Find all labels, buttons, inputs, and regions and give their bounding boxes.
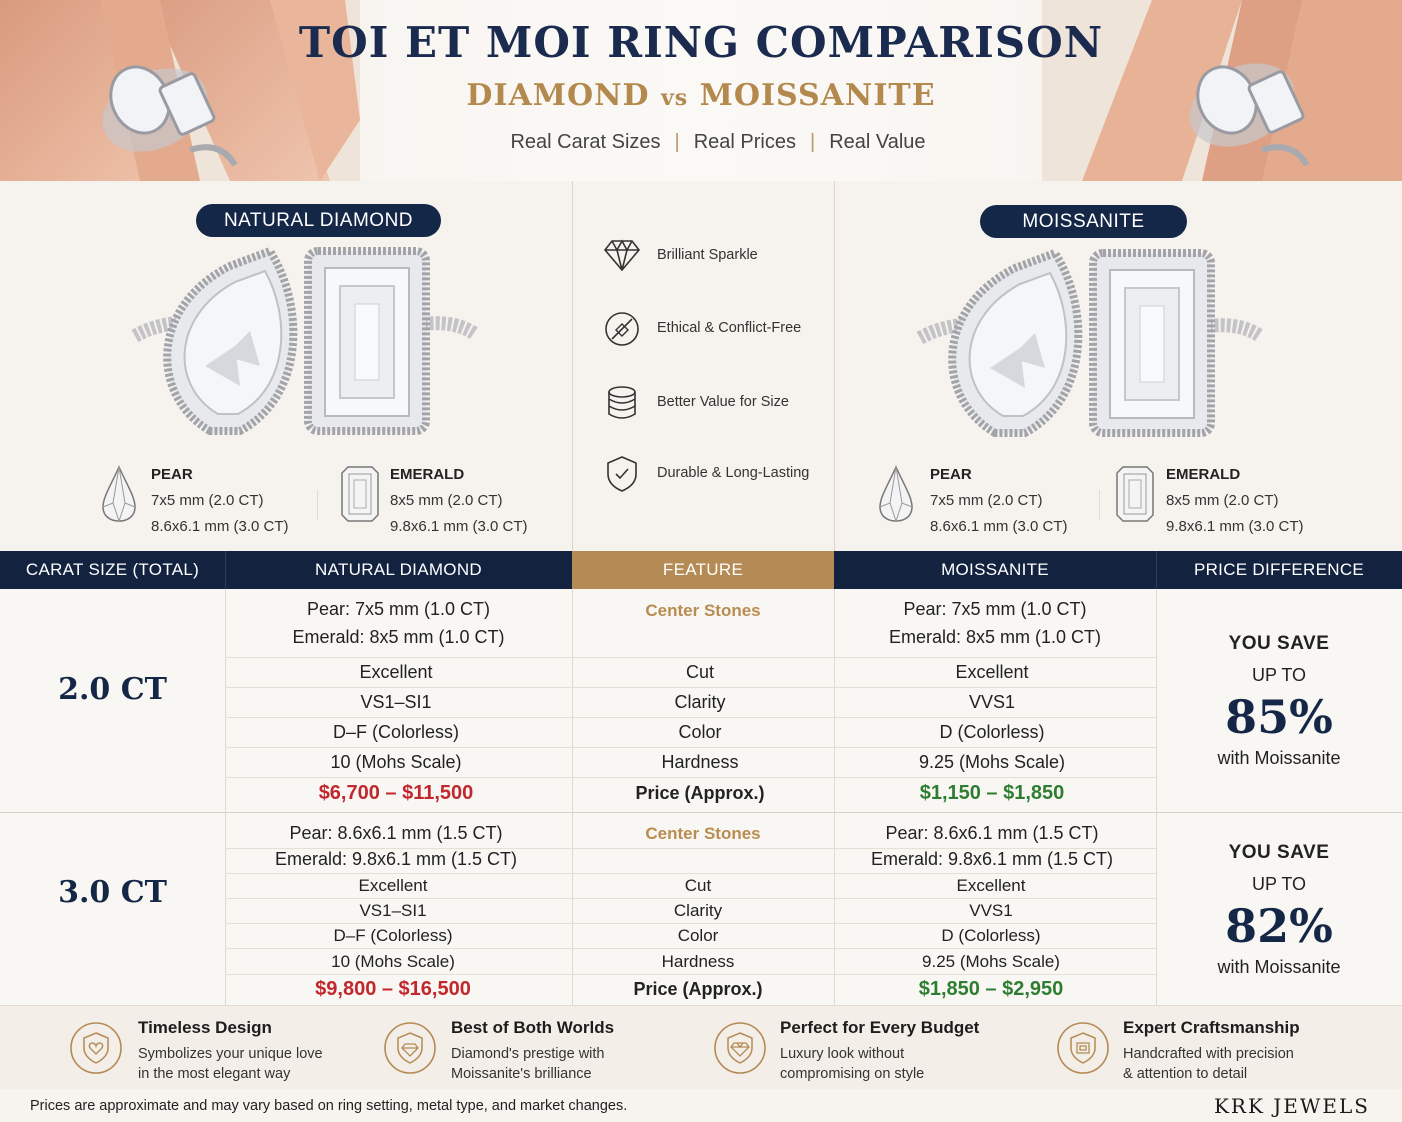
row-line	[225, 777, 1156, 778]
col-header-price-difference: PRICE DIFFERENCE	[1193, 560, 1365, 579]
col-header-diamond: NATURAL DIAMOND	[315, 560, 482, 579]
feature-hardness: Hardness	[661, 752, 739, 772]
diamond-hardness: 10 (Mohs Scale)	[330, 752, 462, 772]
diamond-price: $6,700 – $11,500	[318, 782, 474, 804]
shape-name: EMERALD	[390, 466, 465, 483]
tagline-item: Real Value	[829, 131, 926, 153]
diamond-clarity: VS1–SI1	[360, 692, 432, 712]
col-header-feature: FEATURE	[572, 551, 834, 589]
savings-up-to: UP TO	[1251, 665, 1307, 685]
savings-note: with Moissanite	[1217, 957, 1341, 977]
row-line	[225, 657, 1156, 658]
moissanite-price: $1,850 – $2,950	[918, 978, 1064, 1000]
emerald-shape-icon	[1115, 465, 1155, 523]
col-header-carat: CARAT SIZE (TOTAL)	[25, 560, 200, 579]
diamond-cut: Excellent	[359, 662, 433, 682]
shape-divider	[317, 490, 318, 520]
row-line	[225, 687, 1156, 688]
shape-size: 8.6x6.1 mm (3.0 CT)	[930, 518, 1068, 535]
savings-label: YOU SAVE	[1228, 842, 1330, 863]
benefit-text: Handcrafted with precision	[1123, 1046, 1294, 1062]
col-header-moissanite: MOISSANITE	[941, 560, 1049, 579]
panel-divider	[834, 181, 835, 551]
emerald-shape-icon	[340, 465, 380, 523]
feature-clarity: Clarity	[673, 901, 723, 920]
benefit-timeless-design	[138, 1018, 323, 1084]
moissanite-price: $1,150 – $1,850	[919, 782, 1065, 804]
diamond-ring-image	[130, 246, 480, 436]
moissanite-ring-image	[915, 248, 1265, 438]
feature-color: Color	[677, 926, 719, 945]
diamond-hardness: 10 (Mohs Scale)	[331, 952, 455, 971]
feature-price: Price (Approx.)	[633, 979, 763, 999]
shield-check-icon	[603, 455, 641, 493]
savings-percent: 82%	[1225, 899, 1333, 953]
shape-size: 8x5 mm (2.0 CT)	[390, 492, 503, 509]
benefit-text: Luxury look without	[780, 1046, 905, 1062]
header-banner	[0, 0, 1402, 181]
panel-divider	[572, 181, 573, 551]
moissanite-center-emerald: Emerald: 9.8x6.1 mm (1.5 CT)	[870, 849, 1114, 869]
diamond-pear-info	[151, 466, 289, 535]
benefit-every-budget	[780, 1018, 979, 1084]
shape-divider	[1099, 490, 1100, 520]
feature-price: Price (Approx.)	[635, 783, 765, 803]
moissanite-color: D (Colorless)	[941, 926, 1041, 945]
moissanite-emerald-info	[1166, 466, 1304, 535]
row-line	[225, 898, 1156, 899]
page-title: TOI ET MOI RING COMPARISON	[298, 18, 1104, 67]
group-divider	[0, 812, 1402, 813]
moissanite-hardness: 9.25 (Mohs Scale)	[918, 752, 1066, 772]
shape-size: 9.8x6.1 mm (3.0 CT)	[1166, 518, 1304, 535]
shape-size: 8.6x6.1 mm (3.0 CT)	[151, 518, 289, 535]
tagline	[0, 131, 1402, 154]
natural-diamond-label: NATURAL DIAMOND	[196, 204, 441, 237]
row-line	[225, 747, 1156, 748]
benefit-text: & attention to detail	[1123, 1066, 1248, 1082]
shape-size: 8x5 mm (2.0 CT)	[1166, 492, 1279, 509]
savings-label: YOU SAVE	[1228, 633, 1330, 654]
diamond-icon	[603, 237, 641, 273]
moissanite-label: MOISSANITE	[980, 205, 1187, 238]
feature-color: Color	[678, 722, 722, 742]
moissanite-center-emerald: Emerald: 8x5 mm (1.0 CT)	[888, 627, 1102, 647]
benefit-best-of-both	[451, 1018, 614, 1084]
subtitle-moissanite: MOISSANITE	[699, 78, 936, 113]
page-subtitle	[0, 78, 1402, 113]
header-divider	[225, 551, 226, 589]
feature-cut: Cut	[684, 876, 712, 895]
feature-ethical	[603, 310, 833, 350]
diamond-center-emerald: Emerald: 9.8x6.1 mm (1.5 CT)	[274, 849, 518, 869]
tagline-separator: |	[809, 131, 816, 153]
carat-size-2ct: 2.0 CT	[58, 672, 167, 707]
brand-logo: KRK JEWELS	[1213, 1094, 1370, 1118]
benefit-title: Perfect for Every Budget	[780, 1018, 980, 1037]
feature-brilliant-sparkle	[603, 237, 833, 277]
shape-name: PEAR	[151, 466, 193, 483]
benefit-title: Expert Craftsmanship	[1123, 1018, 1300, 1037]
shape-size: 9.8x6.1 mm (3.0 CT)	[390, 518, 528, 535]
moissanite-cut: Excellent	[955, 662, 1029, 682]
coin-stack-icon	[603, 384, 641, 422]
shape-size: 7x5 mm (2.0 CT)	[930, 492, 1043, 509]
row-line	[225, 717, 1156, 718]
savings-3ct	[1156, 842, 1402, 978]
feature-durable	[603, 455, 833, 495]
feature-better-value	[603, 384, 833, 424]
benefit-craftsmanship	[1123, 1018, 1300, 1084]
moissanite-color: D (Colorless)	[939, 722, 1045, 742]
feature-cut: Cut	[685, 662, 714, 682]
savings-percent: 85%	[1225, 690, 1333, 744]
gem-badge-icon	[713, 1021, 767, 1075]
benefit-text: Diamond's prestige with	[451, 1046, 605, 1062]
tagline-item: Real Carat Sizes	[510, 131, 661, 153]
pear-shape-icon	[878, 465, 914, 523]
diamond-center-pear: Pear: 7x5 mm (1.0 CT)	[306, 599, 491, 619]
conflict-free-icon	[603, 310, 641, 348]
row-line	[225, 948, 1156, 949]
feature-center-stones: Center Stones	[645, 601, 761, 620]
diamond-emerald-info	[390, 466, 528, 535]
feature-label: Brilliant Sparkle	[657, 247, 758, 263]
benefit-title: Best of Both Worlds	[451, 1018, 615, 1037]
benefit-text: in the most elegant way	[138, 1066, 291, 1082]
diamond-clarity: VS1–SI1	[359, 901, 427, 920]
savings-note: with Moissanite	[1217, 748, 1341, 768]
diamond-color: D–F (Colorless)	[333, 926, 453, 945]
subtitle-vs: vs	[660, 85, 689, 111]
row-line	[225, 974, 1156, 975]
moissanite-pear-info	[930, 466, 1068, 535]
feature-center-stones: Center Stones	[645, 824, 761, 843]
feature-label: Better Value for Size	[657, 394, 789, 410]
row-line	[225, 923, 1156, 924]
feature-hardness: Hardness	[661, 952, 735, 971]
tagline-separator: |	[674, 131, 680, 153]
price-disclaimer: Prices are approximate and may vary based on ring setting, metal type, and market changes.	[30, 1098, 628, 1114]
ring-badge-icon	[1056, 1021, 1110, 1075]
row-line	[225, 873, 1156, 874]
carat-size-3ct: 3.0 CT	[58, 875, 167, 910]
benefit-text: Moissanite's brilliance	[451, 1066, 592, 1082]
feature-label: Durable & Long-Lasting	[657, 465, 810, 481]
shape-name: PEAR	[930, 466, 972, 483]
heart-badge-icon	[69, 1021, 123, 1075]
moissanite-clarity: VVS1	[968, 692, 1016, 712]
diamond-cut: Excellent	[358, 876, 428, 895]
moissanite-cut: Excellent	[956, 876, 1026, 895]
diamond-center-emerald: Emerald: 8x5 mm (1.0 CT)	[292, 627, 505, 647]
shape-size: 7x5 mm (2.0 CT)	[151, 492, 264, 509]
savings-up-to: UP TO	[1251, 874, 1307, 894]
diamond-center-pear: Pear: 8.6x6.1 mm (1.5 CT)	[289, 823, 503, 843]
subtitle-diamond: DIAMOND	[466, 78, 650, 113]
shape-name: EMERALD	[1166, 466, 1241, 483]
diamond-badge-icon	[383, 1021, 437, 1075]
feature-clarity: Clarity	[674, 692, 726, 712]
savings-2ct	[1156, 633, 1402, 769]
benefit-title: Timeless Design	[138, 1018, 272, 1037]
moissanite-center-pear: Pear: 7x5 mm (1.0 CT)	[903, 599, 1087, 619]
benefit-text: compromising on style	[780, 1066, 925, 1082]
pear-shape-icon	[101, 465, 137, 523]
tagline-item: Real Prices	[693, 131, 796, 153]
moissanite-clarity: VVS1	[969, 901, 1013, 920]
benefit-text: Symbolizes your unique love	[138, 1046, 323, 1062]
diamond-color: D–F (Colorless)	[332, 722, 460, 742]
feature-label: Ethical & Conflict-Free	[657, 320, 802, 336]
header-divider	[1156, 551, 1157, 589]
diamond-price: $9,800 – $16,500	[315, 978, 471, 1000]
moissanite-center-pear: Pear: 8.6x6.1 mm (1.5 CT)	[885, 823, 1099, 843]
moissanite-hardness: 9.25 (Mohs Scale)	[922, 952, 1060, 971]
